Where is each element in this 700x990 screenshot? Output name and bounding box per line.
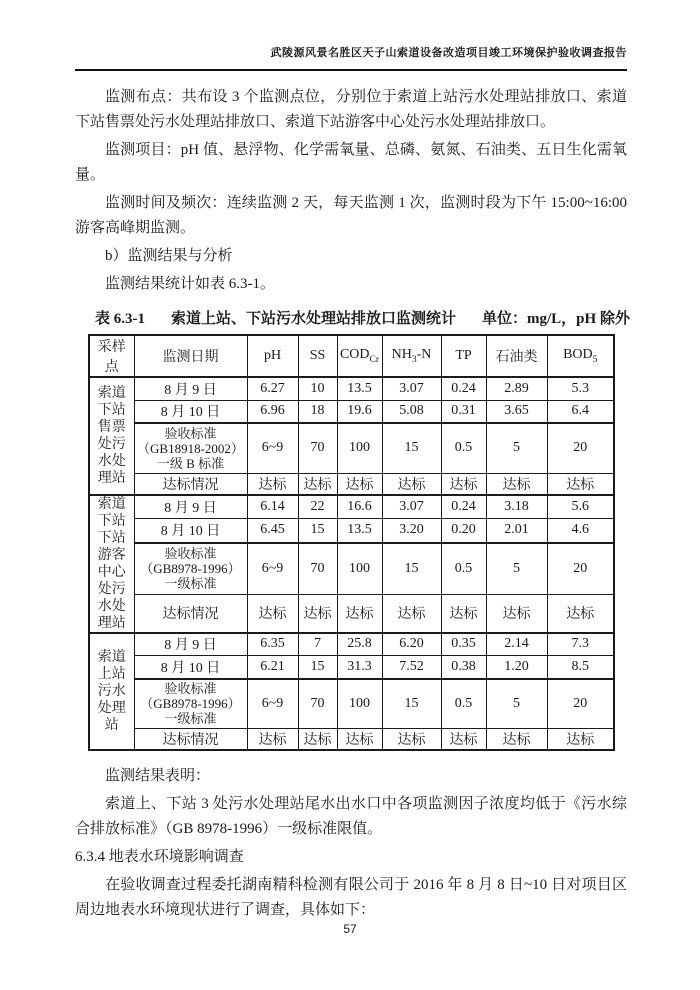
row-label: 8 月 10 日 [134, 656, 247, 679]
table-row [89, 633, 614, 656]
value-cell: 70 [298, 543, 337, 595]
table-caption [95, 307, 630, 328]
value-cell: 18 [298, 400, 337, 423]
value-cell: 6.20 [382, 633, 441, 656]
column-header: $COD_{Cr}$ [337, 335, 382, 377]
value-cell: 0.20 [441, 519, 486, 543]
row-label: 8 月 9 日 [134, 377, 247, 400]
value-cell: 2.14 [486, 633, 547, 656]
row-label: 验收标准 （GB18918-2002） 一级 B 标准 [134, 423, 247, 473]
value-cell: 达标 [547, 595, 614, 633]
value-cell: 6.21 [247, 656, 298, 679]
row-label: 8 月 9 日 [134, 495, 247, 519]
table-caption-unit: 单位：mg/L，pH 除外 [482, 311, 630, 327]
column-header: 石油类 [486, 335, 547, 377]
value-cell: 7.3 [547, 633, 614, 656]
paragraph-monitoring-time: 监测时间及频次：连续监测 2 天，每天监测 1 次，监测时段为下午 15:00~16:00 游客高峰期监测。 [75, 195, 627, 236]
value-cell: 20 [547, 679, 614, 729]
value-cell: 5 [486, 679, 547, 729]
value-cell: 6.4 [547, 400, 614, 423]
sampling-site-label: 索道 下站 售票 处污 水处 理站 [89, 377, 134, 495]
value-cell: 70 [298, 679, 337, 729]
paragraph-monitoring-points: 监测布点：共布设 3 个监测点位，分别位于索道上站污水处理站排放口、索道下站售票处污水处理站排放口、索道下站游客中心处污水处理站排放口。 [75, 89, 627, 130]
value-cell: 0.38 [441, 656, 486, 679]
value-cell: 达标 [382, 729, 441, 751]
stats-table-body [89, 377, 614, 750]
value-cell: 达标 [337, 729, 382, 751]
table-row [89, 729, 614, 751]
value-cell: 达标 [486, 729, 547, 751]
value-cell: 2.01 [486, 519, 547, 543]
row-label: 验收标准 （GB8978-1996） 一级标准 [134, 543, 247, 595]
value-cell: 6~9 [247, 543, 298, 595]
value-cell: 3.20 [382, 519, 441, 543]
paragraph-surface-water: 在验收调查过程委托湖南精科检测有限公司于 2016 年 8 月 8 日~10 日对项目区周边地表水环境现状进行了调查，具体如下： [75, 877, 627, 918]
document-body [75, 85, 630, 923]
value-cell: 15 [382, 679, 441, 729]
value-cell: 达标 [441, 729, 486, 751]
row-label: 8 月 9 日 [134, 633, 247, 656]
row-label: 达标情况 [134, 595, 247, 633]
value-cell: 6.14 [247, 495, 298, 519]
value-cell: 0.5 [441, 423, 486, 473]
value-cell: 70 [298, 423, 337, 473]
paragraph-monitoring-items: 监测项目：pH 值、悬浮物、化学需氧量、总磷、氨氮、石油类、五日生化需氧量。 [75, 142, 627, 183]
value-cell: 0.24 [441, 377, 486, 400]
paragraph-results-intro: 监测结果表明： [105, 768, 211, 784]
value-cell: 7.52 [382, 656, 441, 679]
value-cell: 4.6 [547, 519, 614, 543]
table-row [89, 679, 614, 729]
column-header: $BOD_5$ [547, 335, 614, 377]
value-cell: 5.08 [382, 400, 441, 423]
column-header: 采样点 [89, 335, 134, 377]
value-cell: 0.31 [441, 400, 486, 423]
value-cell: 15 [298, 656, 337, 679]
column-header: 监测日期 [134, 335, 247, 377]
value-cell: 达标 [247, 595, 298, 633]
value-cell: 达标 [382, 595, 441, 633]
value-cell: 3.18 [486, 495, 547, 519]
value-cell: 6.35 [247, 633, 298, 656]
stats-table-head [89, 335, 614, 377]
table-row [89, 595, 614, 633]
row-label: 8 月 10 日 [134, 519, 247, 543]
table-row [89, 495, 614, 519]
column-header: $NH_3-N$ [382, 335, 441, 377]
value-cell: 22 [298, 495, 337, 519]
page-number: 57 [343, 922, 357, 936]
stats-table [88, 334, 615, 751]
value-cell: 3.07 [382, 495, 441, 519]
value-cell: 达标 [247, 729, 298, 751]
value-cell: 1.20 [486, 656, 547, 679]
section-heading-6-3-4: 6.3.4 地表水环境影响调查 [75, 849, 244, 865]
value-cell: 100 [337, 543, 382, 595]
value-cell: 达标 [441, 473, 486, 495]
value-cell: 达标 [441, 595, 486, 633]
value-cell: 20 [547, 423, 614, 473]
value-cell: 达标 [547, 729, 614, 751]
value-cell: 5 [486, 543, 547, 595]
table-caption-label: 表 6.3-1 [95, 311, 145, 327]
value-cell: 达标 [547, 473, 614, 495]
value-cell: 20 [547, 543, 614, 595]
value-cell: 0.35 [441, 633, 486, 656]
value-cell: 达标 [298, 729, 337, 751]
value-cell: 10 [298, 377, 337, 400]
value-cell: 15 [382, 543, 441, 595]
value-cell: 15 [382, 423, 441, 473]
value-cell: 19.6 [337, 400, 382, 423]
subheading-results-analysis: b）监测结果与分析 [105, 248, 233, 264]
column-header: pH [247, 335, 298, 377]
value-cell: 达标 [337, 473, 382, 495]
value-cell: 100 [337, 679, 382, 729]
value-cell: 5.3 [547, 377, 614, 400]
value-cell: 31.3 [337, 656, 382, 679]
value-cell: 达标 [337, 595, 382, 633]
row-label: 验收标准 （GB8978-1996） 一级标准 [134, 679, 247, 729]
value-cell: 6~9 [247, 679, 298, 729]
value-cell: 5 [486, 423, 547, 473]
table-row [89, 519, 614, 543]
value-cell: 6.45 [247, 519, 298, 543]
sampling-site-label: 索道 下站 下站 游客 中心 处污 水处 理站 [89, 495, 134, 633]
value-cell: 0.24 [441, 495, 486, 519]
value-cell: 5.6 [547, 495, 614, 519]
value-cell: 0.5 [441, 543, 486, 595]
value-cell: 3.07 [382, 377, 441, 400]
table-row [89, 543, 614, 595]
value-cell: 达标 [298, 473, 337, 495]
value-cell: 达标 [247, 473, 298, 495]
value-cell: 13.5 [337, 377, 382, 400]
value-cell: 15 [298, 519, 337, 543]
value-cell: 8.5 [547, 656, 614, 679]
table-row [89, 423, 614, 473]
row-label: 达标情况 [134, 473, 247, 495]
value-cell: 0.5 [441, 679, 486, 729]
value-cell: 6.96 [247, 400, 298, 423]
value-cell: 3.65 [486, 400, 547, 423]
results-section [75, 764, 627, 923]
table-row [89, 473, 614, 495]
value-cell: 7 [298, 633, 337, 656]
column-header: SS [298, 335, 337, 377]
running-header [75, 44, 627, 71]
table-row [89, 656, 614, 679]
table-caption-title: 索道上站、下站污水处理站排放口监测统计 [171, 311, 457, 327]
value-cell: 6~9 [247, 423, 298, 473]
value-cell: 100 [337, 423, 382, 473]
row-label: 8 月 10 日 [134, 400, 247, 423]
table-row [89, 377, 614, 400]
header-row [89, 335, 614, 377]
row-label: 达标情况 [134, 729, 247, 751]
paragraph-table-reference: 监测结果统计如表 6.3-1。 [105, 276, 275, 292]
value-cell: 达标 [382, 473, 441, 495]
table-row [89, 400, 614, 423]
value-cell: 16.6 [337, 495, 382, 519]
value-cell: 6.27 [247, 377, 298, 400]
running-header-text: 武陵源风景名胜区天子山索道设备改造项目竣工环境保护验收调查报告 [270, 47, 627, 59]
value-cell: 25.8 [337, 633, 382, 656]
column-header: TP [441, 335, 486, 377]
value-cell: 达标 [486, 595, 547, 633]
value-cell: 13.5 [337, 519, 382, 543]
sampling-site-label: 索道 上站 污水 处理 站 [89, 633, 134, 751]
paragraph-results-body: 索道上、下站 3 处污水处理站尾水出水口中各项监测因子浓度均低于《污水综合排放标准》（GB 8978-1996）一级标准限值。 [75, 796, 627, 837]
value-cell: 达标 [486, 473, 547, 495]
value-cell: 达标 [298, 595, 337, 633]
value-cell: 2.89 [486, 377, 547, 400]
